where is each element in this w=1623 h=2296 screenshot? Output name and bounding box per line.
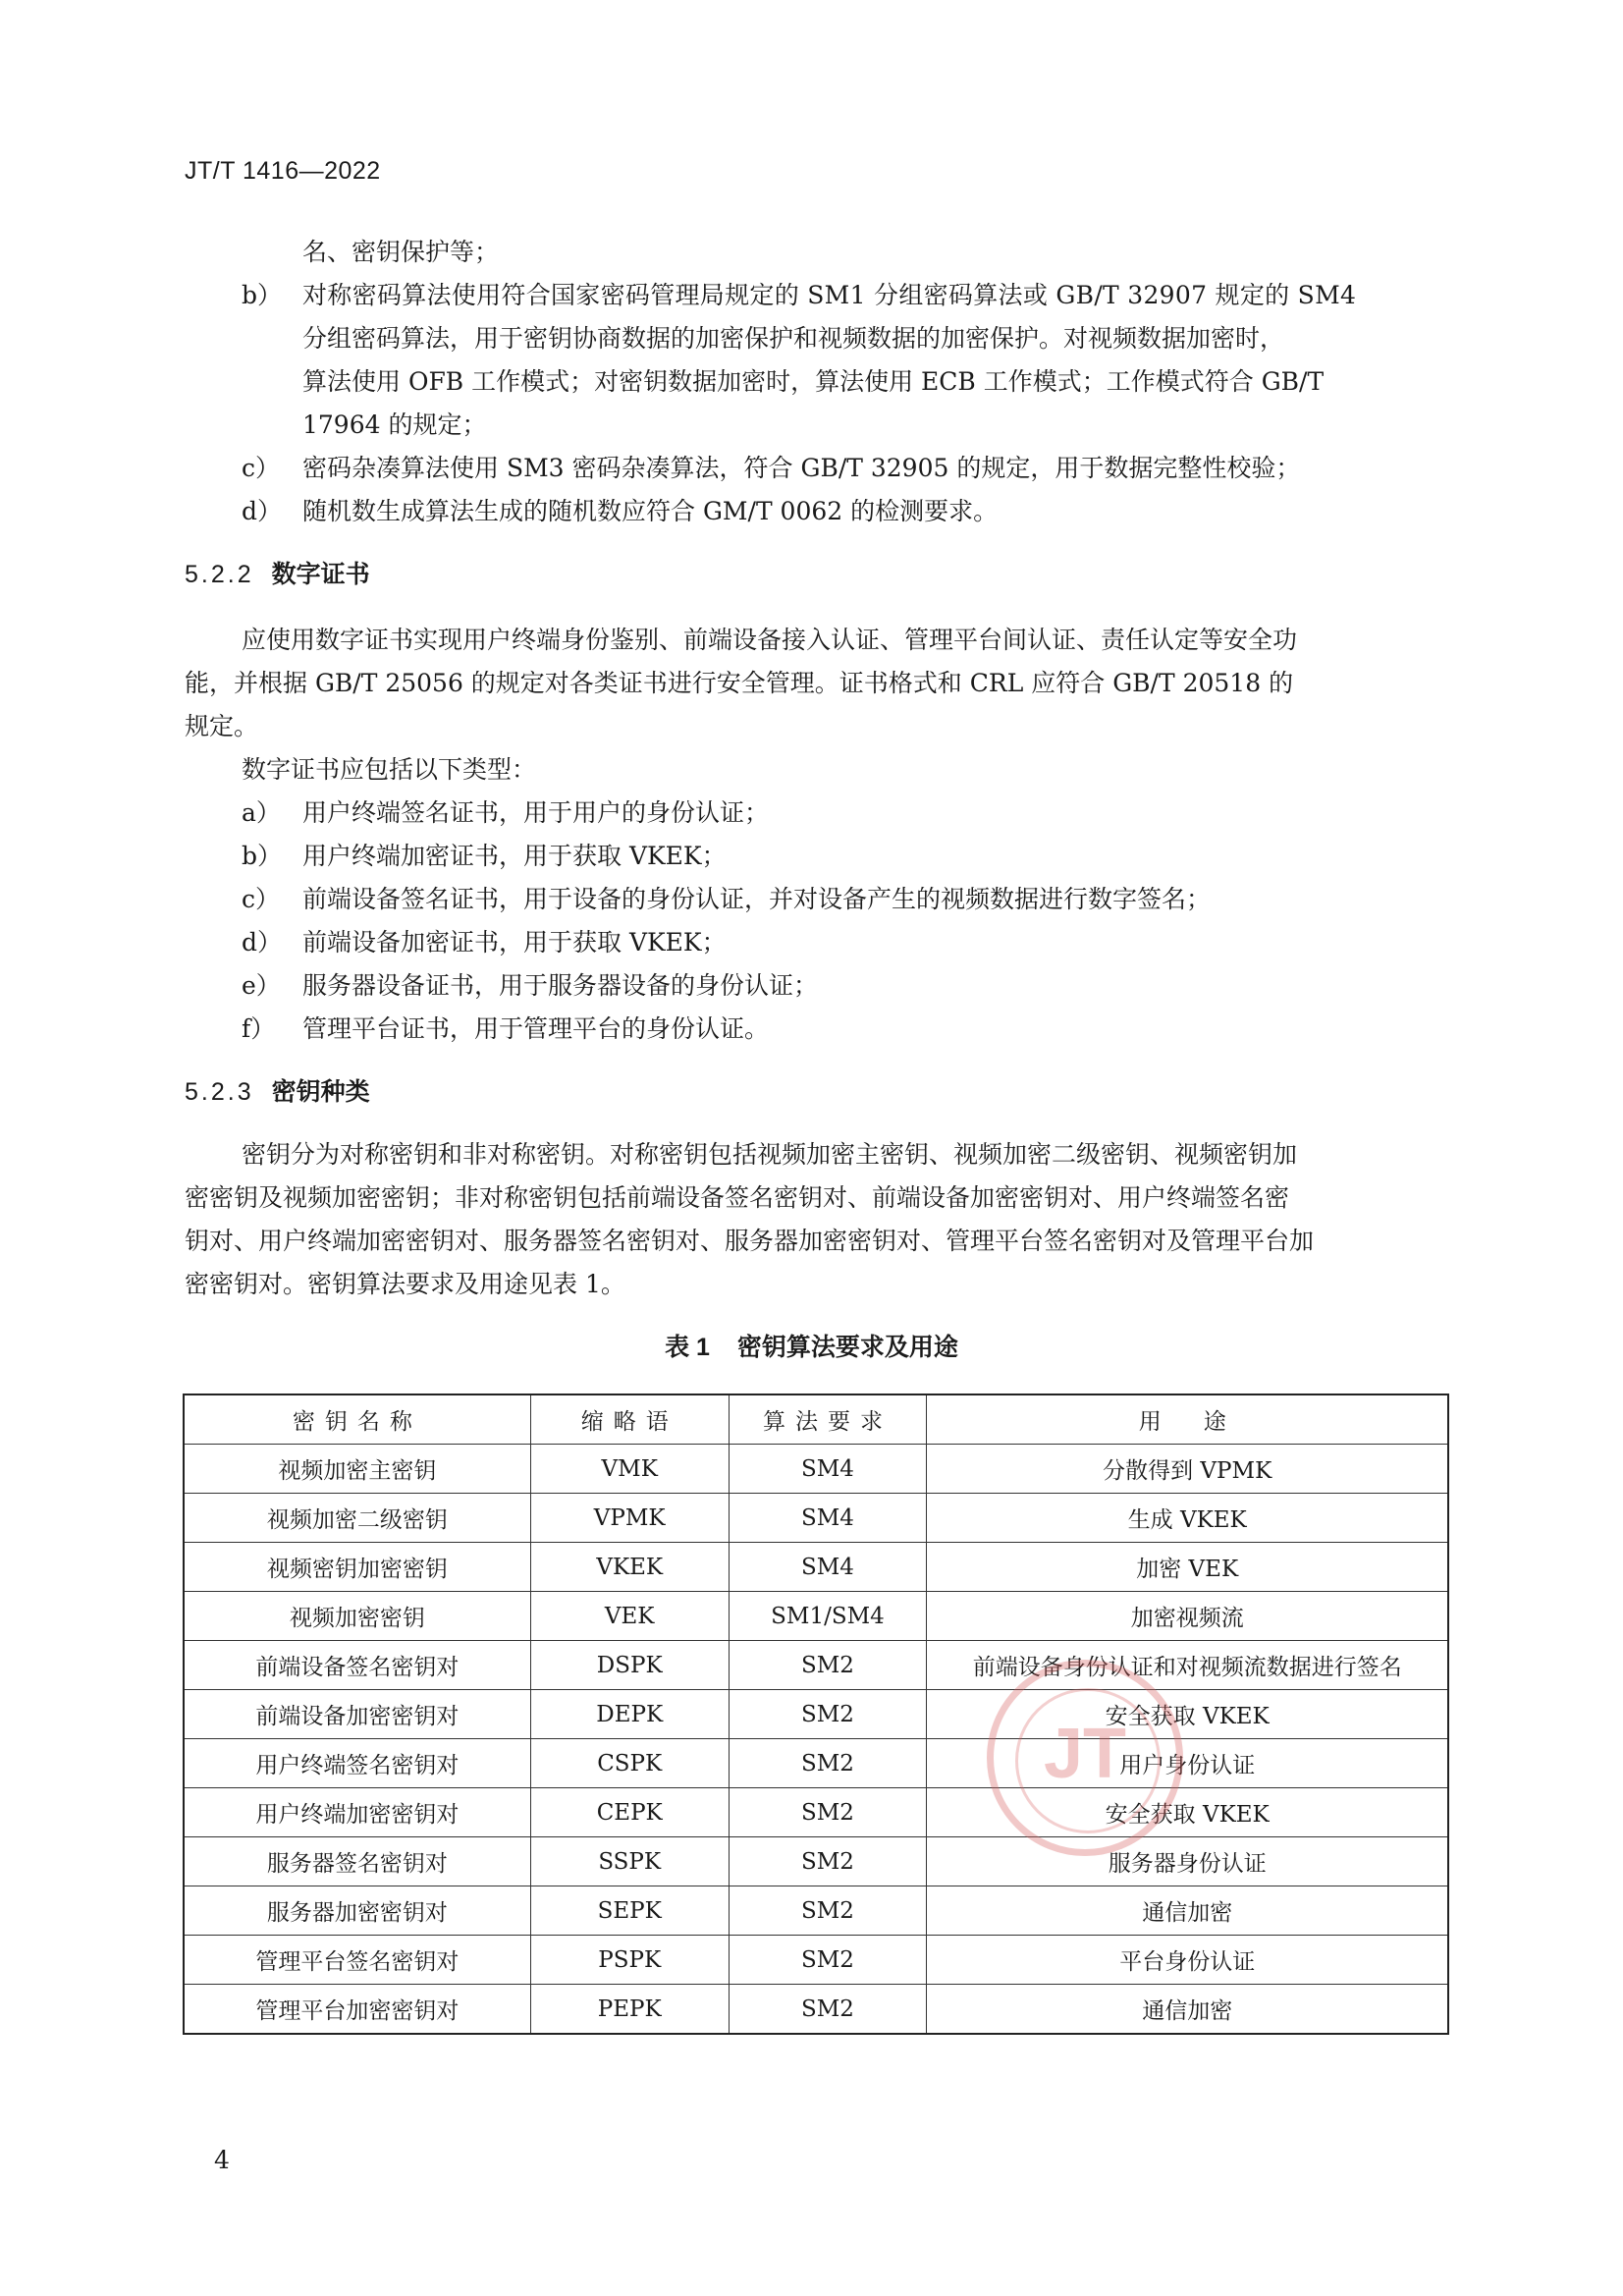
- table-number: 表 1: [665, 1334, 710, 1361]
- paragraph-line: 规定。: [185, 712, 259, 740]
- key-algorithm-table: [183, 1394, 1449, 2035]
- list-item-b-line: 对称密码算法使用符合国家密码管理局规定的 SM1 分组密码算法或 GB/T 32907 规定的 SM4: [302, 281, 1357, 309]
- list-item: 服务器设备证书，用于服务器设备的身份认证；: [302, 971, 819, 1000]
- table-cell: SM2: [729, 1641, 927, 1690]
- section-heading-5-2-2: [185, 553, 370, 596]
- section-heading-5-2-3: [185, 1070, 370, 1114]
- table-cell: SM2: [729, 1690, 927, 1739]
- table-cell: 视频密钥加密密钥: [184, 1543, 530, 1592]
- table-row: [184, 1788, 1448, 1837]
- table-cell: 管理平台加密密钥对: [184, 1985, 530, 2035]
- table-cell: 生成 VKEK: [927, 1494, 1448, 1543]
- table-cell: SM2: [729, 1739, 927, 1788]
- list-item-label: c）: [242, 454, 281, 482]
- table-row: [184, 1592, 1448, 1641]
- table-row: [184, 1543, 1448, 1592]
- table-row: [184, 1445, 1448, 1494]
- table-cell: 通信加密: [927, 1886, 1448, 1936]
- table-cell: PEPK: [530, 1985, 729, 2035]
- table-row: [184, 1739, 1448, 1788]
- table-row: [184, 1837, 1448, 1886]
- table-cell: SM4: [729, 1494, 927, 1543]
- table-cell: 分散得到 VPMK: [927, 1445, 1448, 1494]
- column-header: 缩略语: [530, 1394, 729, 1445]
- table-cell: DEPK: [530, 1690, 729, 1739]
- table-title: 密钥算法要求及用途: [736, 1334, 958, 1361]
- table-cell: DSPK: [530, 1641, 729, 1690]
- table-cell: 前端设备身份认证和对视频流数据进行签名: [927, 1641, 1448, 1690]
- table-cell: CEPK: [530, 1788, 729, 1837]
- list-item-b-line: 算法使用 OFB 工作模式；对密钥数据加密时，算法使用 ECB 工作模式；工作模式符合 GB/T: [302, 367, 1325, 396]
- list-item-c: 密码杂凑算法使用 SM3 密码杂凑算法，符合 GB/T 32905 的规定，用于数据完整性校验；: [302, 454, 1301, 482]
- list-item-label: e）: [242, 971, 281, 1000]
- list-item: 管理平台证书，用于管理平台的身份认证。: [302, 1014, 770, 1043]
- table-cell: SEPK: [530, 1886, 729, 1936]
- table-cell: 平台身份认证: [927, 1936, 1448, 1985]
- standard-number-header: JT/T 1416—2022: [185, 157, 381, 185]
- table-cell: 用户终端签名密钥对: [184, 1739, 530, 1788]
- list-item: 前端设备加密证书，用于获取 VKEK；: [302, 928, 727, 957]
- section-number: 5.2.2: [185, 561, 254, 588]
- table-cell: VEK: [530, 1592, 729, 1641]
- column-header: 密钥名称: [184, 1394, 530, 1445]
- paragraph-line: 密钥分为对称密钥和非对称密钥。对称密钥包括视频加密主密钥、视频加密二级密钥、视频密钥加: [242, 1140, 1298, 1169]
- table-cell: SM4: [729, 1445, 927, 1494]
- list-carry-line: 名、密钥保护等；: [302, 238, 500, 266]
- jt-watermark-stamp: [987, 1660, 1183, 1856]
- table-cell: SM2: [729, 1788, 927, 1837]
- table-cell: SM2: [729, 1985, 927, 2035]
- paragraph-line: 应使用数字证书实现用户终端身份鉴别、前端设备接入认证、管理平台间认证、责任认定等安全功: [242, 626, 1298, 654]
- list-item: 前端设备签名证书，用于设备的身份认证，并对设备产生的视频数据进行数字签名；: [302, 885, 1212, 913]
- list-intro: 数字证书应包括以下类型：: [242, 755, 537, 784]
- paragraph-line: 密密钥及视频加密密钥；非对称密钥包括前端设备签名密钥对、前端设备加密密钥对、用户终端签名密: [185, 1183, 1290, 1212]
- list-item: 用户终端签名证书，用于用户的身份认证；: [302, 798, 770, 827]
- table-cell: 前端设备加密密钥对: [184, 1690, 530, 1739]
- table-cell: SM2: [729, 1936, 927, 1985]
- table-cell: 服务器身份认证: [927, 1837, 1448, 1886]
- table-row: [184, 1494, 1448, 1543]
- paragraph-line: 钥对、用户终端加密密钥对、服务器签名密钥对、服务器加密密钥对、管理平台签名密钥对及管理平台加: [185, 1227, 1315, 1255]
- table-cell: 管理平台签名密钥对: [184, 1936, 530, 1985]
- table-row: [184, 1886, 1448, 1936]
- column-header: 用 途: [927, 1394, 1448, 1445]
- paragraph-line: 能，并根据 GB/T 25056 的规定对各类证书进行安全管理。证书格式和 CRL 应符合 GB/T 20518 的: [185, 669, 1294, 697]
- table-cell: 服务器签名密钥对: [184, 1837, 530, 1886]
- table-cell: SSPK: [530, 1837, 729, 1886]
- table-cell: 安全获取 VKEK: [927, 1788, 1448, 1837]
- column-header: 算法要求: [729, 1394, 927, 1445]
- list-item-b-line: 分组密码算法，用于密钥协商数据的加密保护和视频数据的加密保护。对视频数据加密时，: [302, 324, 1285, 353]
- section-number: 5.2.3: [185, 1078, 254, 1106]
- page-number: 4: [214, 2146, 230, 2174]
- list-item-b-line: 17964 的规定；: [302, 410, 487, 439]
- table-cell: 用户终端加密密钥对: [184, 1788, 530, 1837]
- list-item-label: f）: [242, 1014, 276, 1043]
- table-cell: 前端设备签名密钥对: [184, 1641, 530, 1690]
- table-row: [184, 1985, 1448, 2035]
- list-item-label: a）: [242, 798, 281, 827]
- section-title: 密钥种类: [271, 1078, 370, 1106]
- table-row: [184, 1690, 1448, 1739]
- table-cell: CSPK: [530, 1739, 729, 1788]
- list-item-label: b）: [242, 842, 283, 870]
- paragraph-line: 密密钥对。密钥算法要求及用途见表 1。: [185, 1270, 625, 1298]
- table-cell: 加密 VEK: [927, 1543, 1448, 1592]
- table-cell: SM2: [729, 1886, 927, 1936]
- list-item-label: c）: [242, 885, 281, 913]
- list-item: 用户终端加密证书，用于获取 VKEK；: [302, 842, 727, 870]
- table-cell: SM4: [729, 1543, 927, 1592]
- table-cell: 安全获取 VKEK: [927, 1690, 1448, 1739]
- list-item-d: 随机数生成算法生成的随机数应符合 GM/T 0062 的检测要求。: [302, 497, 999, 525]
- table-cell: 通信加密: [927, 1985, 1448, 2035]
- table-cell: VKEK: [530, 1543, 729, 1592]
- table-cell: VPMK: [530, 1494, 729, 1543]
- table-row: [184, 1641, 1448, 1690]
- list-item-label: d）: [242, 928, 283, 957]
- table-cell: 视频加密主密钥: [184, 1445, 530, 1494]
- table-cell: SM2: [729, 1837, 927, 1886]
- table-caption: [0, 1328, 1623, 1363]
- table-cell: PSPK: [530, 1936, 729, 1985]
- list-item-label: d）: [242, 497, 283, 525]
- table-cell: 服务器加密密钥对: [184, 1886, 530, 1936]
- table-cell: 用户身份认证: [927, 1739, 1448, 1788]
- stamp-text: JT: [1043, 1715, 1127, 1793]
- table-cell: VMK: [530, 1445, 729, 1494]
- table-row: [184, 1936, 1448, 1985]
- table-cell: 视频加密密钥: [184, 1592, 530, 1641]
- table-cell: SM1/SM4: [729, 1592, 927, 1641]
- table-cell: 加密视频流: [927, 1592, 1448, 1641]
- table-header-row: [184, 1394, 1448, 1445]
- table-cell: 视频加密二级密钥: [184, 1494, 530, 1543]
- list-item-label: b）: [242, 281, 283, 309]
- section-title: 数字证书: [271, 561, 370, 588]
